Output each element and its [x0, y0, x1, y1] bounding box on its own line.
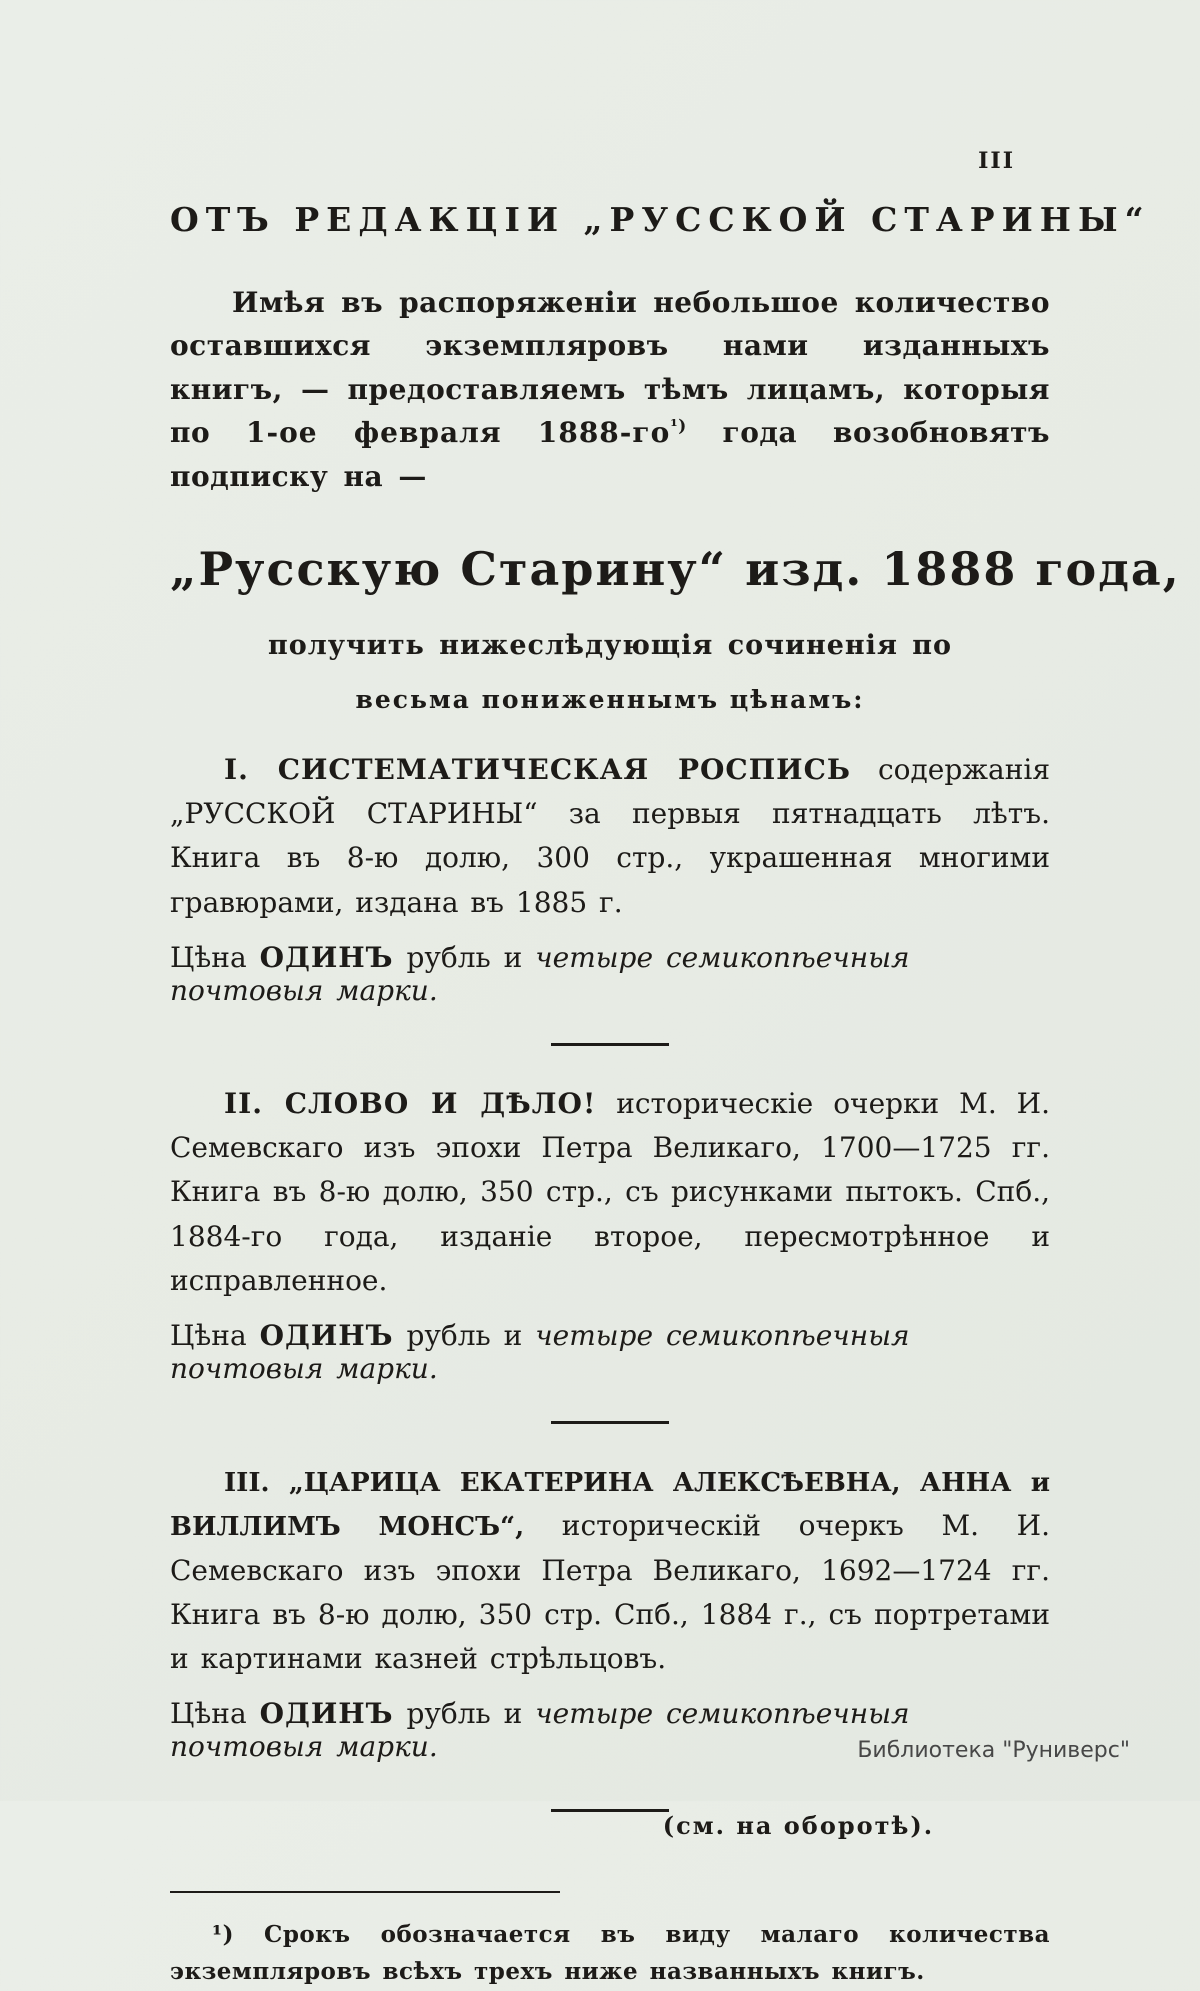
footnote-text: Срокъ обозначается въ виду малаго количества экземпляровъ всѣхъ трехъ ниже названныхъ книгъ. — [170, 1921, 1050, 1986]
section-divider-2 — [551, 1421, 669, 1424]
price-stamps: четыре семикопѣечныя почтовыя марки. — [170, 1319, 910, 1386]
offer-subtitle-2: весьма пониженнымъ цѣнамъ: — [355, 684, 865, 714]
price-mid: рубль и — [393, 940, 536, 974]
book-item-2 — [170, 1082, 1050, 1385]
footnote — [170, 1917, 1050, 1991]
page-content — [170, 200, 1181, 1991]
intro-text-after: года возобновятъ подписку на — — [170, 416, 1050, 493]
price-stamps: четыре семикопѣечныя почтовыя марки. — [170, 1697, 910, 1764]
book-item-2-price — [170, 1319, 1050, 1385]
page-title: ОТЪ РЕДАКЦІИ „РУССКОЙ СТАРИНЫ“ — [170, 200, 1151, 239]
footnote-reference-mark: ¹) — [670, 416, 687, 437]
intro-date-bold: 1-ое февраля 1888-го — [245, 416, 671, 450]
price-amount: ОДИНЪ — [259, 1319, 394, 1353]
price-prefix: Цѣна — [170, 940, 260, 974]
book-item-2-paragraph — [170, 1082, 1050, 1303]
offer-heading: „Русскую Старину“ изд. 1888 года, — [170, 541, 1181, 596]
library-watermark: Библиотека "Руниверс" — [857, 1738, 1130, 1763]
book-item-1-paragraph — [170, 748, 1050, 925]
book-item-1 — [170, 748, 1050, 1007]
price-mid: рубль и — [393, 1697, 536, 1731]
section-divider-1 — [551, 1043, 669, 1046]
book-item-2-description: историческіе очерки М. И. Семевскаго изъ эпохи Петра Великаго, 1700—1725 гг. Книга въ 8-ю долю, 350 стр., съ рисунками пытокъ. Спб., 1884-го года, изданіе второе, пересмотрѣнное и исправленное. — [170, 1086, 1050, 1297]
price-stamps: четыре семикопѣечныя почтовыя марки. — [170, 940, 910, 1007]
book-item-1-price — [170, 941, 1050, 1007]
offer-subtitle-1: получить нижеслѣдующія сочиненія по — [267, 629, 953, 661]
intro-paragraph — [170, 281, 1050, 498]
see-overleaf-note: (см. на оборотѣ). — [662, 1811, 935, 1841]
book-item-2-title: II. СЛОВО И ДѢЛО! — [224, 1086, 597, 1120]
book-item-1-title: I. СИСТЕМАТИЧЕСКАЯ РОСПИСЬ — [224, 752, 851, 786]
price-prefix: Цѣна — [170, 1697, 260, 1731]
book-item-3-description: историческій очеркъ М. И. Семевскаго изъ эпохи Петра Великаго, 1692—1724 гг. Книга въ 8-ю долю, 350 стр. Спб., 1884 г., съ портретами и картинами казней стрѣльцовъ. — [170, 1509, 1051, 1675]
book-item-3-title: III. „ЦАРИЦА ЕКАТЕРИНА АЛЕКСѢЕВНА, АННА и ВИЛЛИМЪ МОНСЪ“, — [170, 1468, 1050, 1543]
overleaf-row — [170, 1797, 1050, 1849]
footnote-ref: ¹) — [212, 1921, 265, 1949]
page-number: III — [978, 148, 1015, 174]
book-item-3 — [170, 1460, 1050, 1763]
intro-text-before: Имѣя въ распоряженіи небольшое количество оставшихся экземпляровъ нами изданныхъ книгъ, — предоставляемъ тѣмъ лицамъ, которыя по — [170, 286, 1050, 450]
price-amount: ОДИНЪ — [259, 940, 394, 974]
price-amount: ОДИНЪ — [259, 1697, 394, 1731]
book-item-3-paragraph — [170, 1460, 1050, 1681]
price-mid: рубль и — [393, 1319, 536, 1353]
section-divider-3 — [551, 1809, 669, 1812]
price-prefix: Цѣна — [170, 1319, 260, 1353]
book-item-1-description: содержанія „РУССКОЙ СТАРИНЫ“ за первыя пятнадцать лѣтъ. Книга въ 8-ю долю, 300 стр., украшенная многими гравюрами, издана въ 1885 г. — [170, 752, 1050, 919]
footnote-separator — [170, 1891, 560, 1893]
